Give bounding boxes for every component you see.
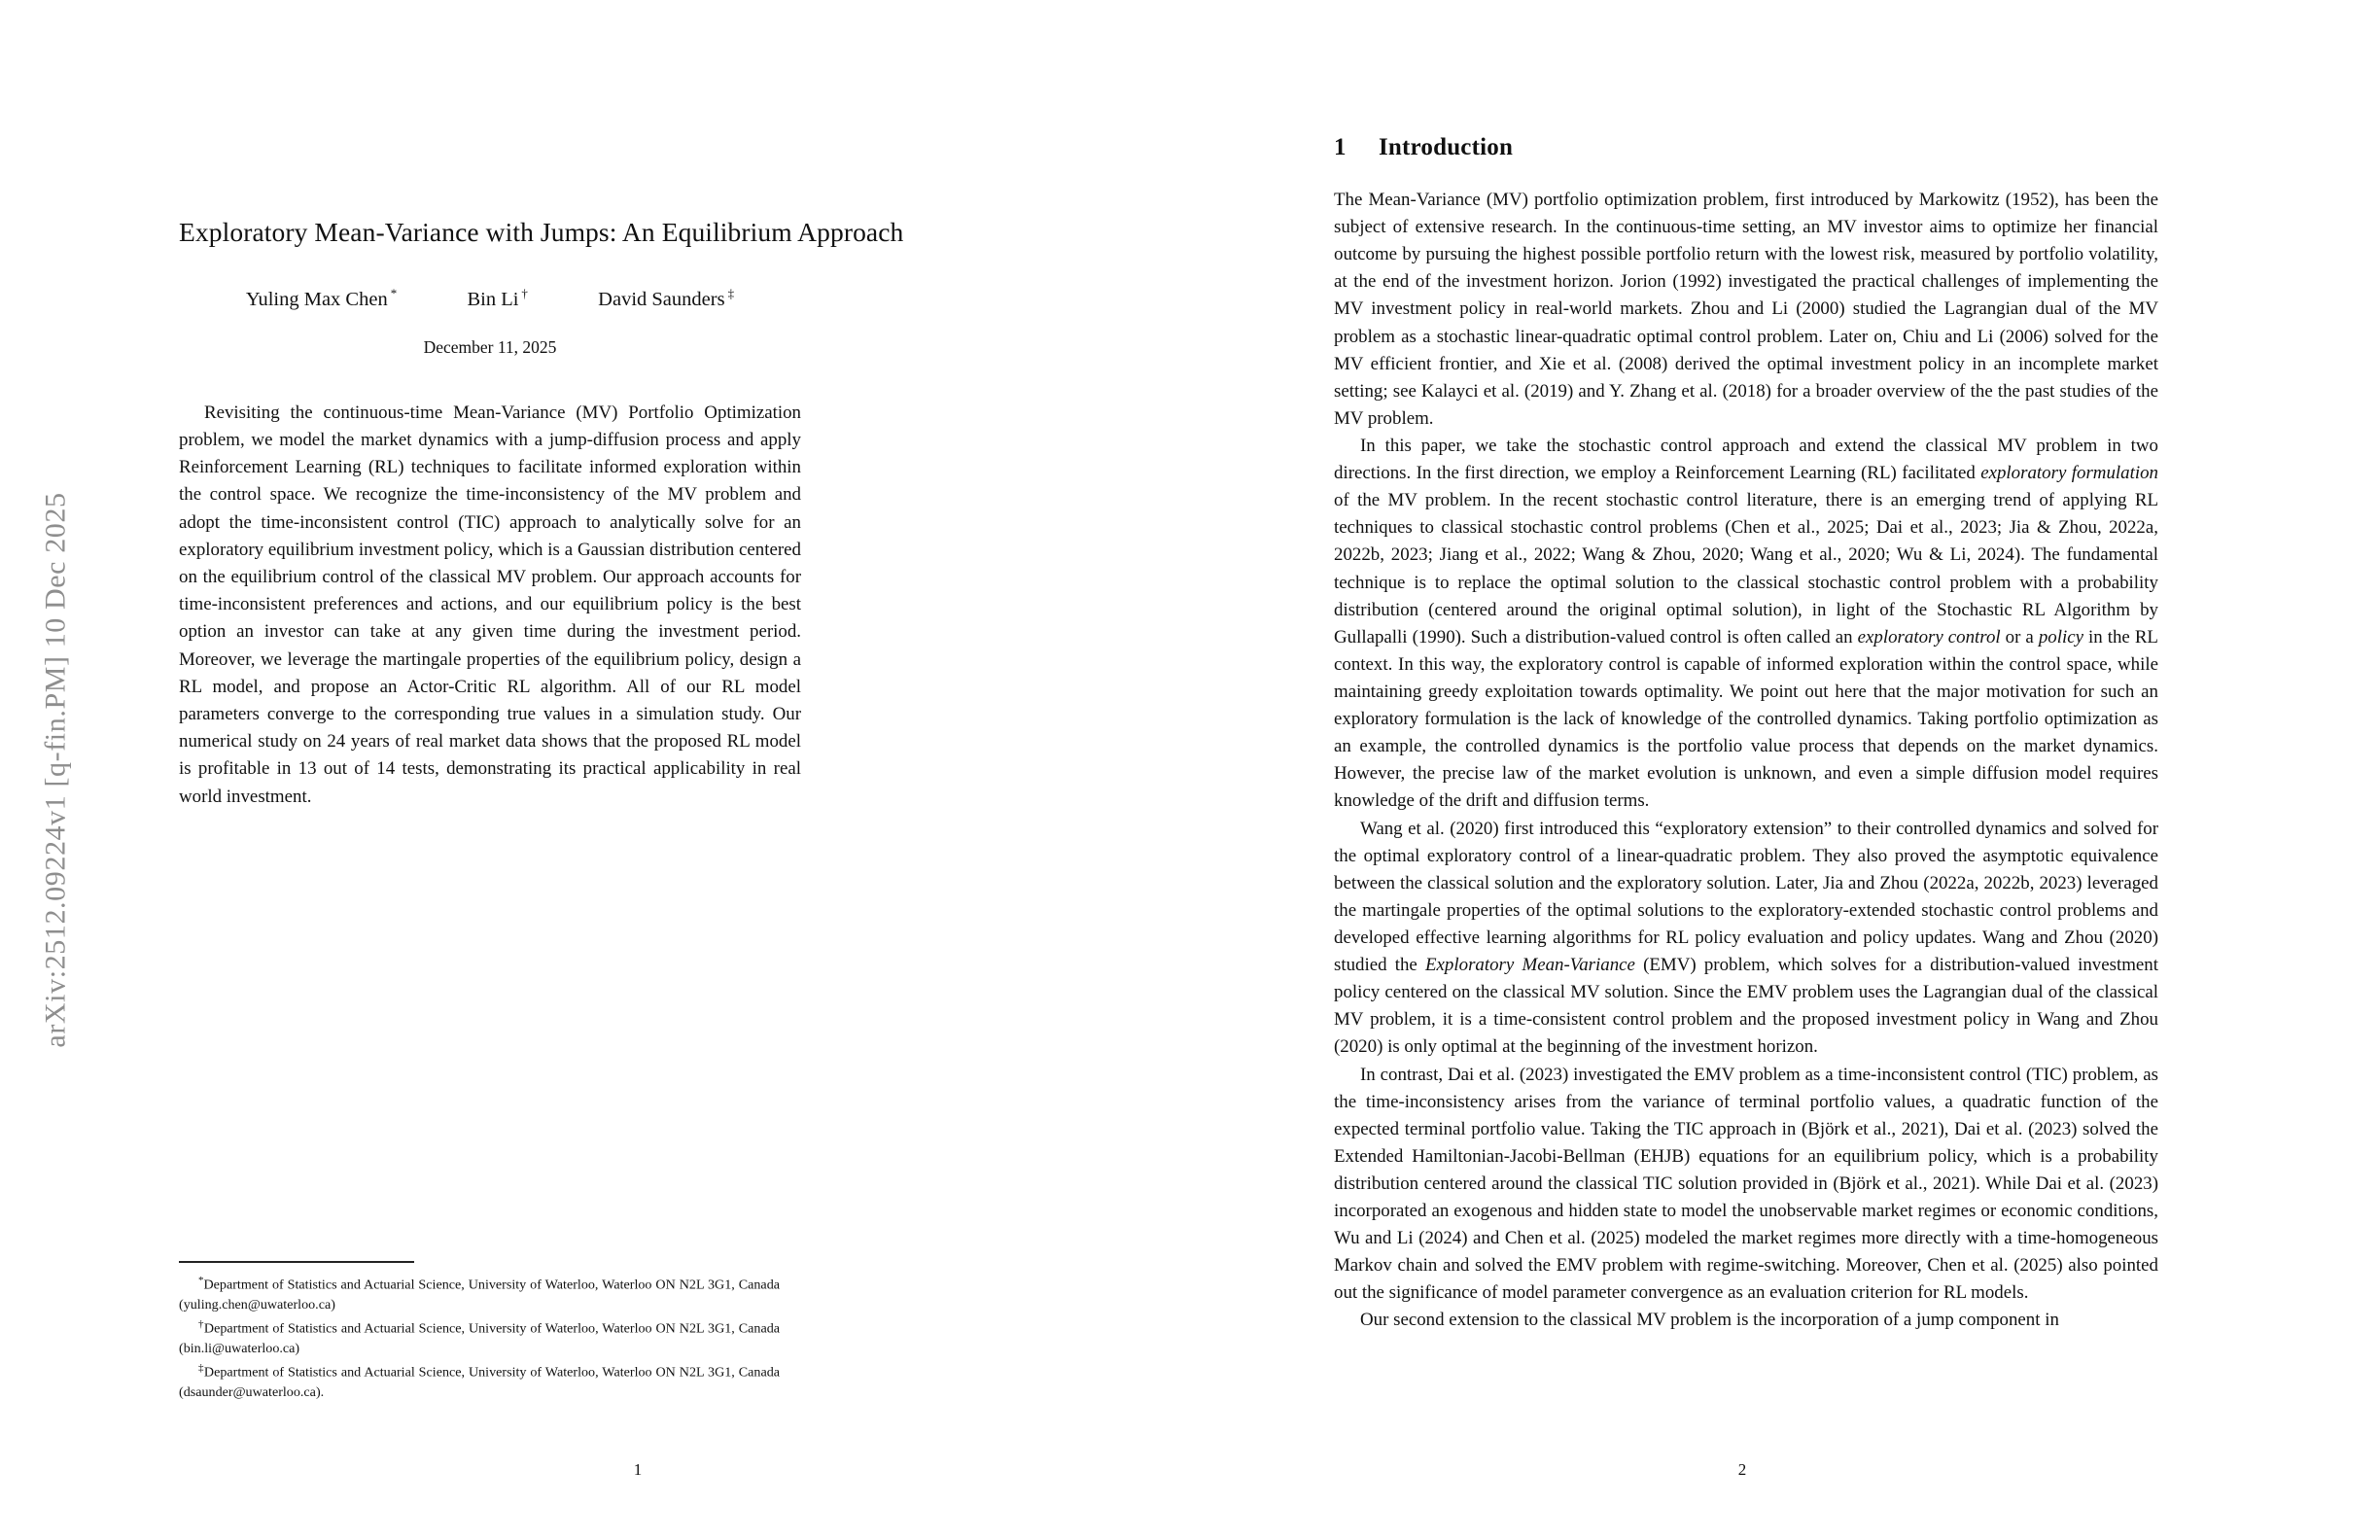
paragraph-4: In contrast, Dai et al. (2023) investigated the EMV problem as a time-inconsistent control (TIC) problem, as the time-inconsistency arises from the variance of terminal portfolio values, a quadratic function of the expected terminal portfolio value. Taking the TIC approach in (Björk et al., 2021), Dai et al. (2023) solved the Extended Hamiltonian-Jacobi-Bellman (EHJB) equations for an equilibrium policy, which is a probability distribution centered around the classical TIC solution provided in (Björk et al., 2021). While Dai et al. (2023) incorporated an exogenous and hidden state to model the unobservable market regimes or economic conditions, Wu and Li (2024) and Chen et al. (2025) modeled the market regimes more directly with a time-homogeneous Markov chain and solved the EMV problem with regime-switching. Moreover, Chen et al. (2025) also pointed out the significance of model parameter convergence as an evaluation criterion for RL models. [1334,1064,2158,1304]
footnote-1-text: Department of Statistics and Actuarial Science, University of Waterloo, Waterloo ON N2L 3G1, Canada (yuling.chen@uwaterloo.ca) [179,1277,780,1313]
author-1-footnote-marker[interactable]: * [390,286,398,300]
paragraph-5: Our second extension to the classical MV problem is the incorporation of a jump component in [1360,1310,2059,1331]
abstract-body: Revisiting the continuous-time Mean-Variance (MV) Portfolio Optimization problem, we model the market dynamics with a jump-diffusion process and apply Reinforcement Learning (RL) techniques to facilitate informed exploration within the control space. We recognize the time-inconsistency of the MV problem and adopt the time-inconsistent control (TIC) approach to analytically solve for an exploratory equilibrium investment policy, which is a Gaussian distribution centered on the equilibrium control of the classical MV problem. Our approach accounts for time-inconsistent preferences and actions, and our equilibrium policy is the best option an investor can take at any given time during the investment period. Moreover, we leverage the martingale properties of the equilibrium policy, design a RL model, and propose an Actor-Critic RL algorithm. All of our RL model parameters converge to the corresponding true values in a simulation study. Our numerical study on 24 years of real market data shows that the proposed RL model is profitable in 13 out of 14 tests, demonstrating its practical applicability in real world investment. [179,402,801,807]
section-title: Introduction [1379,134,1514,160]
author-3 [598,286,734,311]
section-heading-introduction [1334,0,2158,161]
arxiv-stamp-text: arXiv:2512.09224v1 [q-fin.PM] 10 Dec 2025 [40,492,73,1048]
page-number-1: 1 [633,1460,643,1479]
footnote-block [179,1261,780,1404]
author-2-footnote-marker[interactable]: † [521,286,528,300]
paragraph-1: The Mean-Variance (MV) portfolio optimization problem, first introduced by Markowitz (1952), has been the subject of extensive research. In the continuous-time setting, an MV investor aims to optimize her financial outcome by pursuing the highest possible portfolio return with the lowest risk, measured by portfolio volatility, at the end of the investment horizon. Jorion (1992) investigated the practical challenges of implementing the MV investment policy in real-world markets. Zhou and Li (2000) studied the Lagrangian dual of the MV problem as a stochastic linear-quadratic optimal control problem. Later on, Chiu and Li (2006) solved for the MV efficient frontier, and Xie et al. (2008) derived the optimal investment policy in an incomplete market setting; see Kalayci et al. (2019) and Y. Zhang et al. (2018) for a broader overview of the the past studies of the MV problem. [1334,190,2158,429]
author-3-footnote-marker[interactable]: ‡ [727,286,735,300]
page-number-2: 2 [1737,1460,1747,1479]
publication-date: December 11, 2025 [423,336,557,357]
introduction-body [1334,187,2158,1335]
footnote-rule [179,1261,414,1262]
author-2-name: Bin Li [467,288,519,310]
section-number: 1 [1334,134,1347,160]
paper-page-2 [1190,0,2294,1540]
paper-page-1 [86,0,1190,1540]
page-1-content-column [179,0,904,811]
author-1 [246,286,397,311]
footnote-3-text: Department of Statistics and Actuarial Science, University of Waterloo, Waterloo ON N2L 3G1, Canada (dsaunder@uwaterloo.ca). [179,1364,780,1401]
footnote-3-marker: ‡ [198,1361,204,1374]
page-2-content-column [1334,0,2158,1335]
footnote-1 [179,1273,780,1315]
footnote-2-text: Department of Statistics and Actuarial Science, University of Waterloo, Waterloo ON N2L 3G1, Canada (bin.li@uwaterloo.ca) [179,1320,780,1357]
arxiv-stamp [18,0,95,1540]
author-2 [467,286,527,311]
footnote-2-marker: † [198,1317,204,1330]
author-3-name: David Saunders [598,288,725,310]
abstract-text [179,400,801,811]
page-title: Exploratory Mean-Variance with Jumps: An Equilibrium Approach [179,217,904,247]
author-1-name: Yuling Max Chen [245,288,388,310]
paragraph-3: Wang et al. (2020) first introduced this “exploratory extension” to their controlled dynamics and solved for the optimal exploratory control of a linear-quadratic problem. They also proved the asymptotic equivalence between the classical solution and the exploratory solution. Later, Jia and Zhou (2022a, 2022b, 2023) leveraged the martingale properties of the optimal solutions to the exploratory-extended stochastic control problems and developed effective learning algorithms for RL policy evaluation and policy updates. Wang and Zhou (2020) studied the Exploratory Mean-Variance (EMV) problem, which solves for a distribution-valued investment policy centered on the classical MV solution. Since the EMV problem uses the Lagrangian dual of the classical MV problem, it is a time-consistent control problem and the proposed investment policy in Wang and Zhou (2020) is only optimal at the beginning of the investment horizon. [1334,818,2158,1058]
footnote-3 [179,1360,780,1403]
author-list [179,286,801,311]
paragraph-2: In this paper, we take the stochastic control approach and extend the classical MV problem in two directions. In the first direction, we employ a Reinforcement Learning (RL) facilitated exploratory formulation of the MV problem. In the recent stochastic control literature, there is an emerging trend of applying RL techniques to classical stochastic control problems (Chen et al., 2025; Dai et al., 2023; Jia & Zhou, 2022a, 2022b, 2023; Jiang et al., 2022; Wang & Zhou, 2020; Wang et al., 2020; Wu & Li, 2024). The fundamental technique is to replace the optimal solution to the classical stochastic control problem with a probability distribution (centered around the original optimal solution), in light of the Stochastic RL Algorithm by Gullapalli (1990). Such a distribution-valued control is often called an exploratory control or a policy in the RL context. In this way, the exploratory control is capable of informed exploration within the control space, while maintaining greedy exploitation towards optimality. We point out here that the major motivation for such an exploratory formulation is the lack of knowledge of the controlled dynamics. Taking portfolio optimization as an example, the controlled dynamics is the portfolio value process that depends on the market dynamics. However, the precise law of the market evolution is unknown, and even a simple diffusion model requires knowledge of the drift and diffusion terms. [1334,435,2158,812]
footnote-1-marker: * [198,1274,204,1286]
footnote-2 [179,1316,780,1359]
